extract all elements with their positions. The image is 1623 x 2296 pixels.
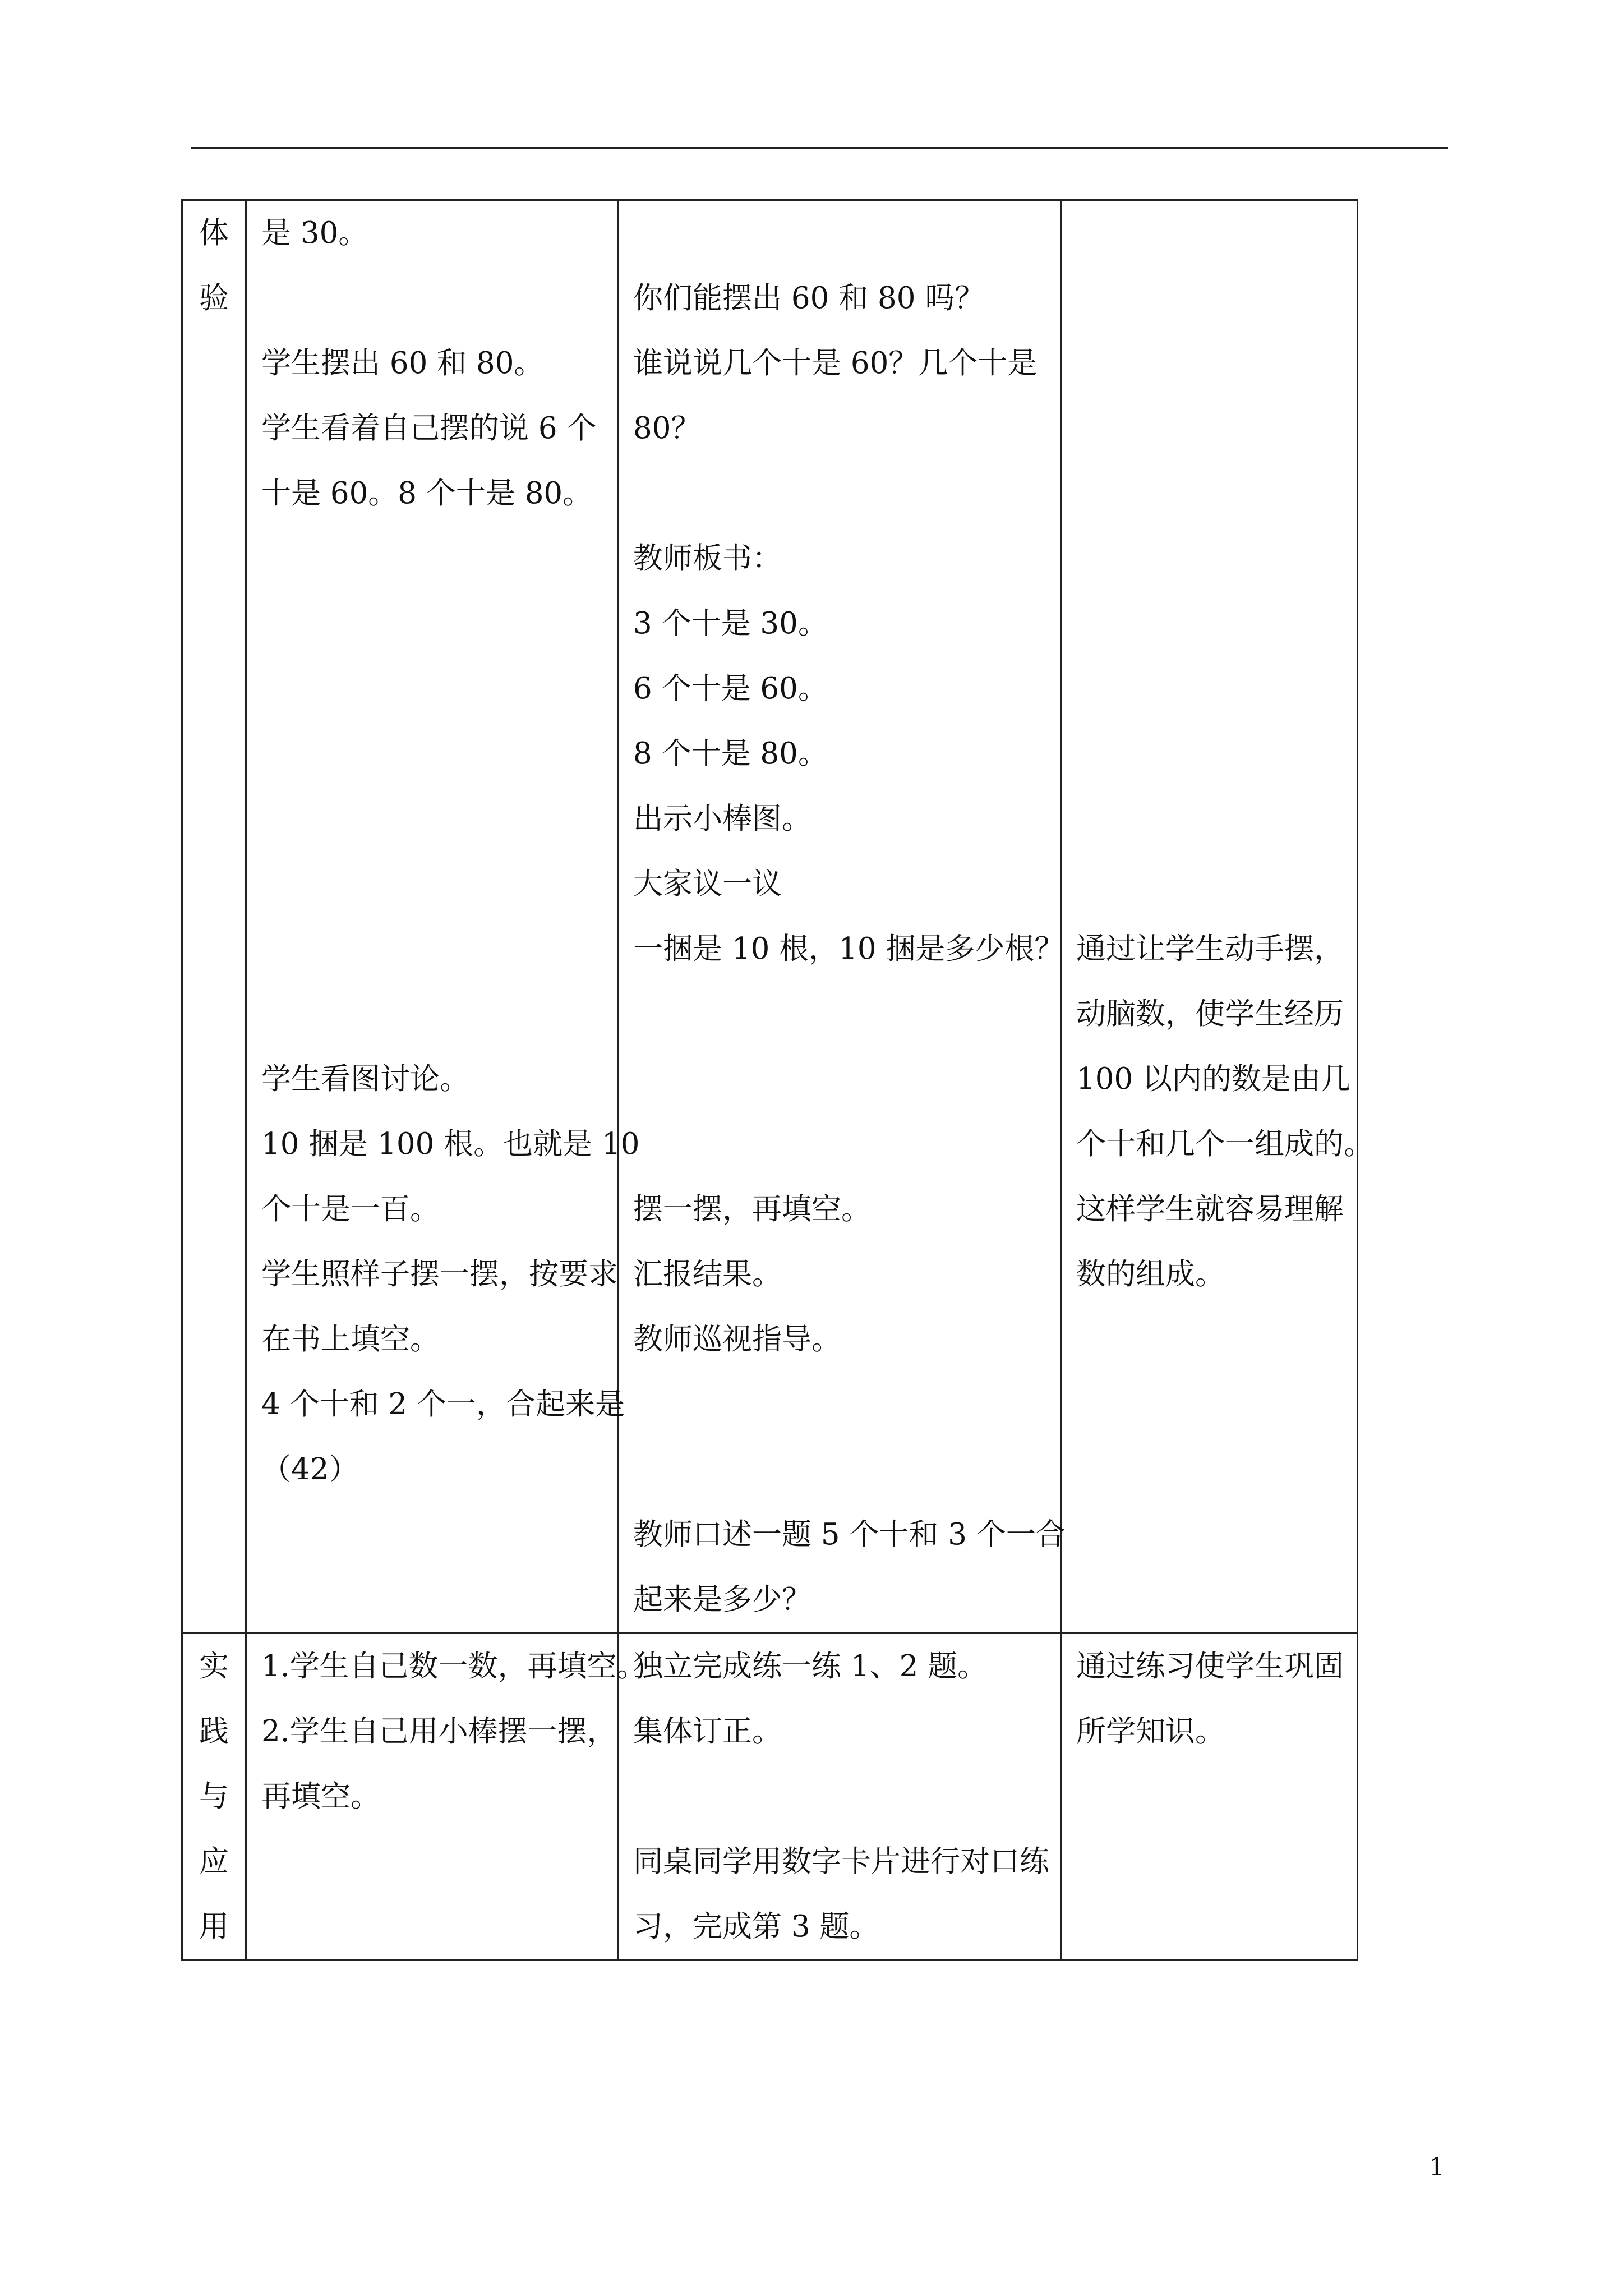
student-line: （42） [261, 1452, 359, 1487]
teacher-line: 6 个十是 60。 [633, 671, 828, 706]
student-line: 1.学生自己数一数，再填空。 [261, 1649, 647, 1683]
table-row-practice [182, 1634, 1358, 1961]
teacher-line: 集体订正。 [633, 1714, 782, 1749]
stage-char: 用 [199, 1910, 229, 1944]
design-intent-cell [1061, 1634, 1358, 1961]
student-line: 学生照样子摆一摆，按要求 [261, 1257, 618, 1291]
teacher-line: 出示小棒图。 [633, 802, 811, 836]
student-line: 再填空。 [261, 1779, 380, 1814]
table-row-experience [182, 200, 1358, 1634]
teacher-line: 独立完成练一练 1、2 题。 [633, 1649, 988, 1683]
stage-char: 验 [199, 281, 229, 315]
intent-line: 动脑数，使学生经历 [1076, 997, 1344, 1031]
student-activity-cell [246, 1634, 647, 1961]
teacher-line: 8 个十是 80。 [633, 737, 828, 771]
teacher-line: 3 个十是 30。 [633, 606, 828, 641]
intent-line: 个十和几个一组成的。 [1076, 1127, 1373, 1161]
teacher-line: 教师板书： [633, 541, 782, 576]
student-line: 学生摆出 60 和 80。 [261, 346, 544, 380]
page-number: 1 [1429, 2153, 1445, 2182]
design-intent-cell [1061, 200, 1373, 1634]
teacher-line: 习，完成第 3 题。 [633, 1910, 879, 1944]
student-line: 4 个十和 2 个一，合起来是 [261, 1387, 625, 1421]
teacher-line: 你们能摆出 60 和 80 吗？ [633, 281, 985, 315]
intent-line: 所学知识。 [1076, 1714, 1225, 1749]
teacher-activity-cell [618, 1634, 1061, 1961]
teacher-line: 起来是多少？ [633, 1582, 811, 1617]
intent-line: 数的组成。 [1076, 1257, 1225, 1291]
student-line: 在书上填空。 [261, 1322, 440, 1356]
stage-cell-practice [182, 1634, 246, 1961]
stage-char: 与 [199, 1779, 229, 1814]
teacher-line: 汇报结果。 [633, 1257, 782, 1291]
stage-char: 体 [199, 216, 229, 250]
intent-line: 100 以内的数是由几 [1076, 1062, 1351, 1096]
teacher-line: 同桌同学用数字卡片进行对口练 [633, 1844, 1049, 1879]
student-activity-cell [246, 200, 640, 1634]
student-line: 10 捆是 100 根。也就是 10 [261, 1127, 640, 1161]
teacher-line: 摆一摆，再填空。 [633, 1192, 871, 1226]
student-line: 十是 60。8 个十是 80。 [261, 476, 593, 510]
stage-char: 践 [199, 1714, 229, 1749]
student-line: 学生看着自己摆的说 6 个 [261, 411, 597, 445]
teacher-line: 教师口述一题 5 个十和 3 个一合 [633, 1517, 1066, 1552]
intent-line: 这样学生就容易理解 [1076, 1192, 1344, 1226]
header-rule [191, 147, 1448, 149]
teacher-line: 一捆是 10 根，10 捆是多少根？ [633, 932, 1064, 966]
student-line: 个十是一百。 [261, 1192, 440, 1226]
teacher-line: 教师巡视指导。 [633, 1322, 841, 1356]
student-line: 学生看图讨论。 [261, 1062, 469, 1096]
intent-line: 通过练习使学生巩固 [1076, 1649, 1344, 1683]
teacher-activity-cell [618, 200, 1066, 1634]
stage-cell-experience [182, 200, 246, 1634]
stage-char: 应 [199, 1844, 229, 1879]
student-line: 是 30。 [261, 216, 368, 250]
student-line: 2.学生自己用小棒摆一摆， [261, 1714, 617, 1749]
teacher-line: 谁说说几个十是 60？几个十是 [633, 346, 1038, 380]
teacher-line: 大家议一议 [633, 867, 782, 901]
lesson-plan-table [181, 199, 1373, 1961]
stage-char: 实 [199, 1649, 229, 1683]
teacher-line: 80？ [633, 411, 701, 445]
intent-line: 通过让学生动手摆， [1076, 932, 1344, 966]
